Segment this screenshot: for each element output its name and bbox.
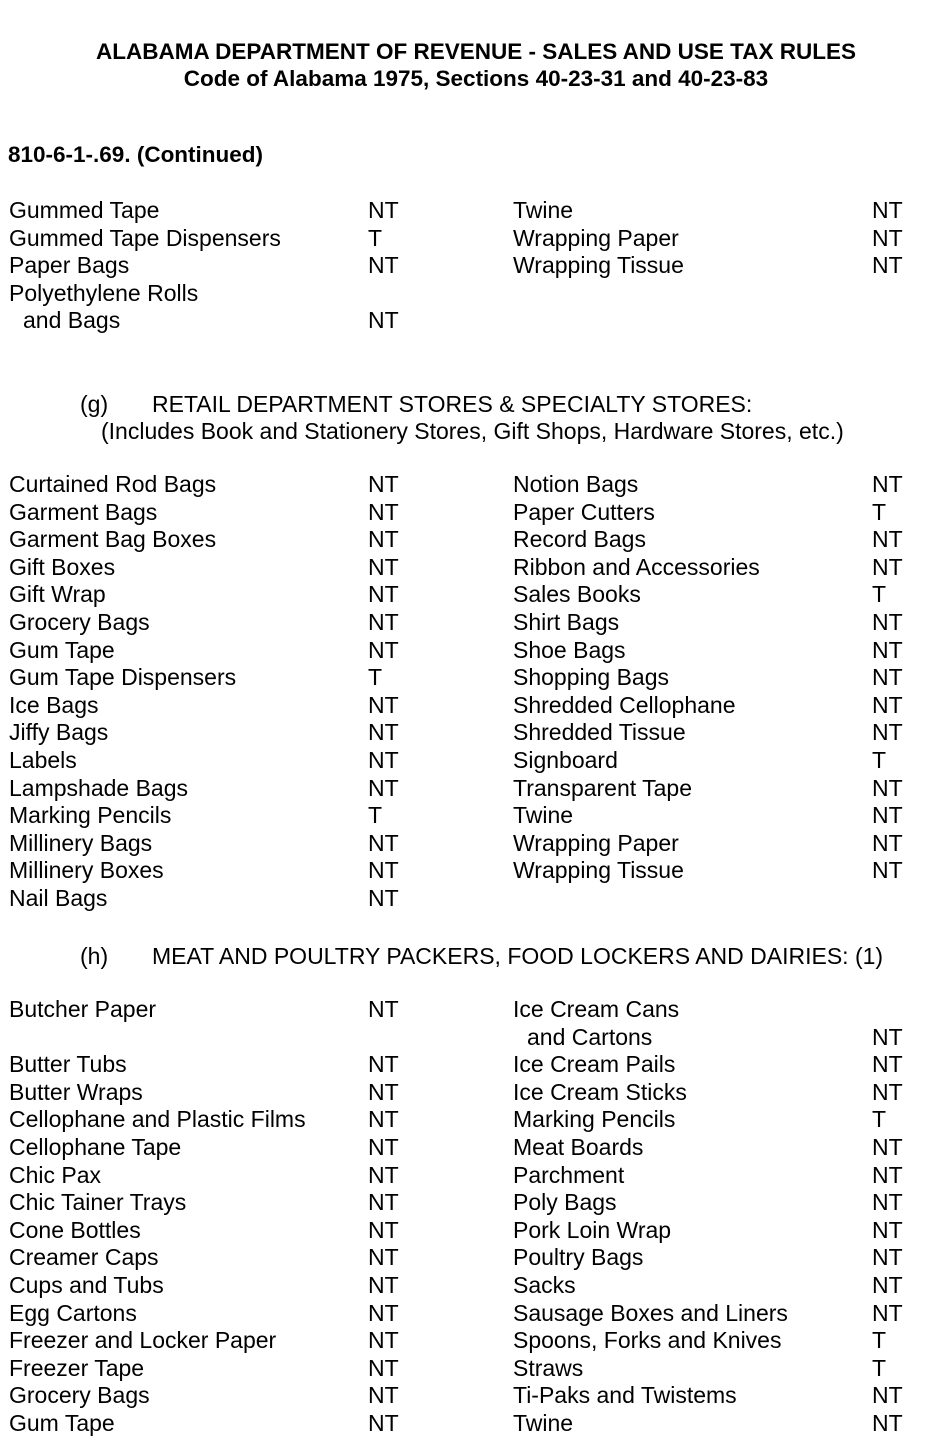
item-name: Wrapping Tissue: [513, 252, 684, 279]
item-name: Curtained Rod Bags: [9, 471, 217, 497]
item-name: Butter Wraps: [9, 1078, 143, 1105]
tax-status: NT: [368, 829, 399, 856]
item-name: Wrapping Tissue: [513, 857, 684, 884]
tax-status: NT: [368, 1106, 399, 1133]
item-name: Cellophane Tape: [9, 1134, 182, 1160]
tax-status: NT: [368, 1272, 399, 1298]
tax-status: NT: [368, 471, 399, 497]
item-name: Sausage Boxes and Liners: [513, 1299, 788, 1326]
item-name: Wrapping Paper: [513, 829, 679, 856]
item-name: Gum Tape Dispensers: [9, 664, 237, 691]
tax-status: NT: [368, 1410, 399, 1436]
table-row: [0, 802, 936, 830]
item-name: Twine: [513, 197, 574, 223]
item-name: Poultry Bags: [513, 1244, 644, 1271]
tax-status: NT: [368, 1161, 399, 1188]
tax-status: NT: [368, 719, 399, 746]
tax-status: NT: [872, 857, 903, 884]
item-name: Paper Bags: [9, 252, 130, 279]
tax-status: NT: [872, 1244, 903, 1271]
item-name: Parchment: [513, 1161, 625, 1188]
tax-status: NT: [872, 526, 903, 553]
item-name: Meat Boards: [513, 1134, 644, 1160]
table-row: [0, 1244, 936, 1272]
tax-status: NT: [872, 802, 903, 829]
item-name: Straws: [513, 1354, 584, 1381]
tax-status: NT: [872, 1382, 903, 1409]
table-row: [0, 775, 936, 803]
item-name: and Cartons: [527, 1023, 653, 1050]
tax-status: NT: [872, 1189, 903, 1216]
item-name: Millinery Boxes: [9, 857, 164, 884]
tax-status: NT: [368, 885, 399, 911]
item-name: Butter Tubs: [9, 1051, 127, 1078]
item-name: Shirt Bags: [513, 609, 620, 635]
tax-status: T: [368, 224, 383, 251]
table-row: [0, 1300, 936, 1328]
tax-status: NT: [872, 1078, 903, 1105]
item-name: Cone Bottles: [9, 1216, 141, 1243]
tax-status: NT: [872, 664, 903, 691]
table-row: [0, 1217, 936, 1245]
tax-status: T: [872, 498, 887, 525]
table-row: [0, 1382, 936, 1410]
tax-status: T: [368, 664, 383, 691]
tax-status: NT: [872, 553, 903, 580]
table-row: [0, 280, 936, 308]
tax-status: NT: [368, 1216, 399, 1243]
tax-status: NT: [872, 719, 903, 746]
tax-status: NT: [872, 1410, 903, 1436]
tax-status: NT: [368, 747, 399, 773]
tax-status: T: [872, 1106, 887, 1133]
tax-status: NT: [368, 1299, 399, 1326]
item-name: Ribbon and Accessories: [513, 553, 760, 580]
item-name: Shredded Cellophane: [513, 691, 736, 718]
tax-status: NT: [872, 252, 903, 279]
subsection-g-title: RETAIL DEPARTMENT STORES & SPECIALTY STORES:: [152, 391, 753, 417]
tax-status: NT: [368, 526, 399, 553]
item-name: Record Bags: [513, 526, 646, 553]
tax-status: NT: [872, 1299, 903, 1326]
item-name: Creamer Caps: [9, 1244, 159, 1271]
item-name: Chic Pax: [9, 1161, 102, 1188]
tax-status: NT: [872, 1272, 903, 1298]
item-name: Gummed Tape Dispensers: [9, 224, 281, 251]
tax-status: NT: [872, 471, 903, 497]
tax-status: NT: [368, 1327, 399, 1354]
item-name: Lampshade Bags: [9, 774, 189, 801]
table-row: [0, 1327, 936, 1355]
table-row: [0, 857, 936, 885]
item-name: Gift Wrap: [9, 581, 106, 608]
item-name: Twine: [513, 1410, 574, 1436]
item-name: Transparent Tape: [513, 774, 693, 801]
table-row: [0, 554, 936, 582]
item-name: Paper Cutters: [513, 498, 655, 525]
tax-status: NT: [368, 1051, 399, 1078]
table-row: [0, 1134, 936, 1162]
item-name: and Bags: [23, 307, 121, 334]
subsection-g-letter: (g): [80, 391, 109, 417]
item-name: Ice Cream Sticks: [513, 1078, 687, 1105]
subsection-h-letter: (h): [80, 943, 109, 969]
item-name: Notion Bags: [513, 471, 639, 497]
tax-status: NT: [368, 1354, 399, 1381]
item-name: Freezer Tape: [9, 1354, 145, 1381]
item-name: Garment Bag Boxes: [9, 526, 217, 553]
table-row: [0, 747, 936, 775]
item-name: Cups and Tubs: [9, 1272, 164, 1298]
item-name: Shoe Bags: [513, 636, 626, 663]
tax-status: NT: [872, 691, 903, 718]
table-row: [0, 1106, 936, 1134]
table-row: [0, 1162, 936, 1190]
table-row: [0, 885, 936, 913]
item-name: Butcher Paper: [9, 996, 157, 1022]
item-name: Sales Books: [513, 581, 641, 608]
item-name: Egg Cartons: [9, 1299, 137, 1326]
tax-status: NT: [368, 307, 399, 334]
tax-status: NT: [368, 774, 399, 801]
item-name: Poly Bags: [513, 1189, 617, 1216]
tax-status: NT: [872, 829, 903, 856]
table-row: [0, 197, 936, 225]
item-name: Gift Boxes: [9, 553, 116, 580]
table-row: [0, 692, 936, 720]
item-name: Shredded Tissue: [513, 719, 686, 746]
tax-status: NT: [872, 1134, 903, 1160]
item-name: Sacks: [513, 1272, 576, 1298]
tax-status: T: [872, 581, 887, 608]
table-row: [0, 1410, 936, 1438]
table-row: [0, 609, 936, 637]
tax-status: NT: [872, 774, 903, 801]
tax-status: NT: [872, 1216, 903, 1243]
item-name: Marking Pencils: [9, 802, 172, 829]
tax-status: T: [872, 747, 887, 773]
item-name: Chic Tainer Trays: [9, 1189, 187, 1216]
tax-status: T: [368, 802, 383, 829]
item-name: Gum Tape: [9, 636, 115, 663]
item-name: Jiffy Bags: [9, 719, 109, 746]
tax-status: T: [872, 1327, 887, 1354]
tax-status: NT: [872, 1023, 903, 1050]
tax-status: NT: [368, 1078, 399, 1105]
tax-status: NT: [368, 636, 399, 663]
section-identifier: 810-6-1-.69. (Continued): [8, 142, 264, 167]
item-name: Grocery Bags: [9, 609, 150, 635]
item-name: Ti-Paks and Twistems: [513, 1382, 737, 1409]
item-name: Millinery Bags: [9, 829, 153, 856]
tax-status: NT: [368, 1382, 399, 1409]
tax-status: NT: [872, 1161, 903, 1188]
item-name: Spoons, Forks and Knives: [513, 1327, 782, 1354]
tax-status: NT: [368, 553, 399, 580]
item-name: Wrapping Paper: [513, 224, 679, 251]
table-row: [0, 499, 936, 527]
tax-status: NT: [872, 636, 903, 663]
item-name: Polyethylene Rolls: [9, 279, 199, 306]
table-row: [0, 664, 936, 692]
table-row: [0, 526, 936, 554]
item-name: Ice Cream Pails: [513, 1051, 676, 1078]
subsection-g-note: (Includes Book and Stationery Stores, Gift Shops, Hardware Stores, etc.): [101, 418, 844, 444]
item-name: Signboard: [513, 747, 618, 773]
document-header-citation: Code of Alabama 1975, Sections 40-23-31 and 40-23-83: [183, 66, 769, 91]
table-row: [0, 1079, 936, 1107]
tax-status: NT: [368, 581, 399, 608]
item-name: Marking Pencils: [513, 1106, 676, 1133]
table-row: [0, 307, 936, 335]
item-name: Labels: [9, 747, 77, 773]
item-name: Freezer and Locker Paper: [9, 1327, 277, 1354]
table-row: [0, 1189, 936, 1217]
subsection-h-title: MEAT AND POULTRY PACKERS, FOOD LOCKERS AND DAIRIES: (1): [152, 943, 884, 969]
table-row: [0, 830, 936, 858]
table-row: [0, 1051, 936, 1079]
item-name: Cellophane and Plastic Films: [9, 1106, 306, 1133]
table-row: [0, 1024, 936, 1052]
item-name: Shopping Bags: [513, 664, 670, 691]
tax-status: NT: [368, 197, 399, 223]
table-row: [0, 252, 936, 280]
item-name: Ice Bags: [9, 691, 99, 718]
tax-status: NT: [872, 609, 903, 635]
table-row: [0, 225, 936, 253]
tax-status: NT: [368, 609, 399, 635]
table-row: [0, 637, 936, 665]
item-name: Garment Bags: [9, 498, 158, 525]
table-row: [0, 581, 936, 609]
table-row: [0, 1272, 936, 1300]
tax-status: NT: [872, 1051, 903, 1078]
table-row: [0, 1355, 936, 1383]
tax-status: NT: [368, 498, 399, 525]
item-name: Grocery Bags: [9, 1382, 150, 1409]
tax-status: NT: [368, 1189, 399, 1216]
item-name: Twine: [513, 802, 574, 829]
tax-status: NT: [872, 224, 903, 251]
item-name: Gum Tape: [9, 1410, 115, 1436]
item-name: Nail Bags: [9, 885, 108, 911]
item-name: Ice Cream Cans: [513, 996, 680, 1022]
table-row: [0, 471, 936, 499]
tax-status: NT: [368, 1244, 399, 1271]
tax-status: NT: [368, 252, 399, 279]
tax-status: NT: [368, 691, 399, 718]
tax-status: NT: [872, 197, 903, 223]
document-header-title: ALABAMA DEPARTMENT OF REVENUE - SALES AND USE TAX RULES: [95, 39, 857, 64]
tax-status: NT: [368, 996, 399, 1022]
tax-status: T: [872, 1354, 887, 1381]
tax-status: NT: [368, 857, 399, 884]
item-name: Gummed Tape: [9, 197, 160, 223]
table-row: [0, 719, 936, 747]
table-row: [0, 996, 936, 1024]
tax-status: NT: [368, 1134, 399, 1160]
item-name: Pork Loin Wrap: [513, 1216, 672, 1243]
